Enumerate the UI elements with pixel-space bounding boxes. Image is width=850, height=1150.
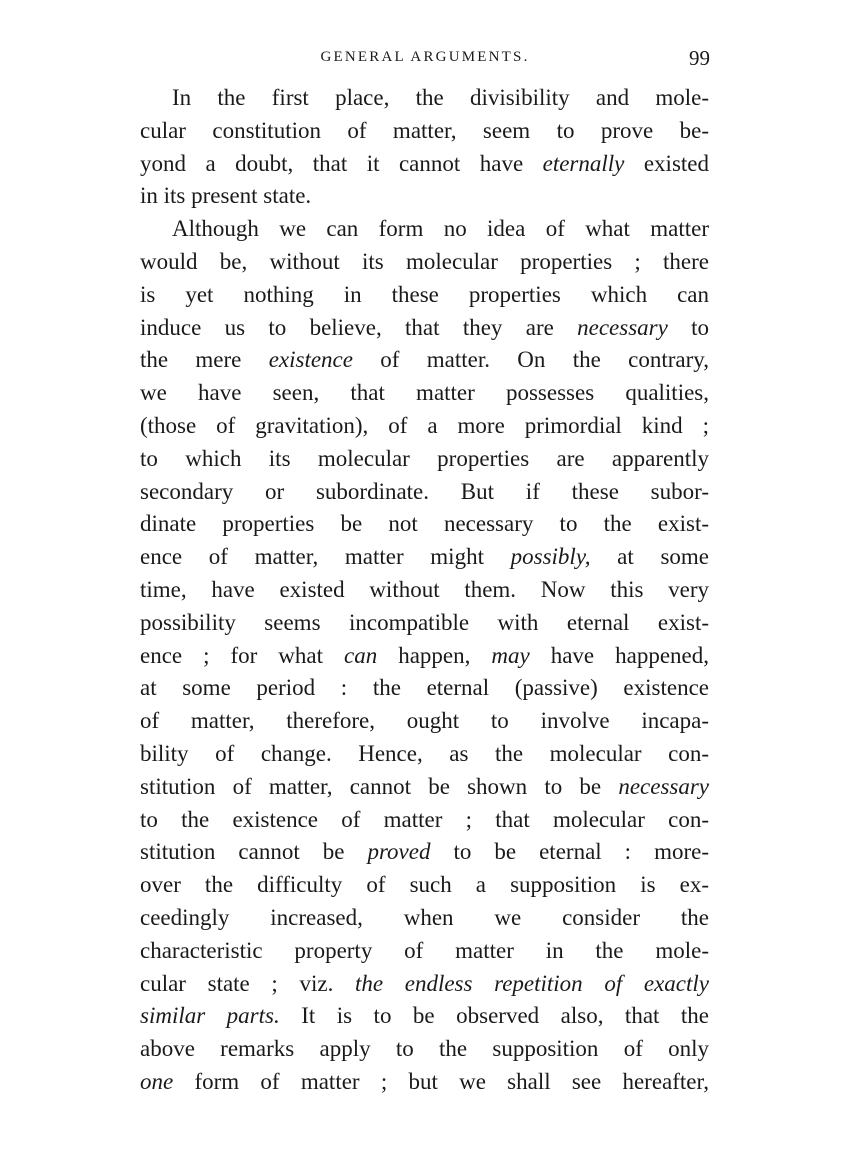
- text-segment: form of matter ; but we shall see hereafter,: [173, 1068, 709, 1094]
- text-segment: cular constitution of matter, seem to prove be-: [140, 117, 709, 143]
- running-head-title: GENERAL ARGUMENTS.: [320, 49, 530, 65]
- italic-text: possibly,: [510, 544, 591, 570]
- text-line: [140, 312, 709, 345]
- text-segment: of matter, therefore, ought to involve incapa-: [140, 708, 709, 734]
- text-segment: ence of matter, matter might: [140, 544, 511, 570]
- text-line: [140, 279, 709, 312]
- text-line: [140, 476, 709, 509]
- text-segment: ceedingly increased, when we consider the: [140, 904, 709, 930]
- text-segment: Although we can form no idea of what matter: [172, 216, 709, 242]
- text-segment: at some period : the eternal (passive) existence: [140, 675, 709, 701]
- text-segment: stitution of matter, cannot be shown to be: [140, 773, 619, 799]
- text-segment: induce us to believe, that they are: [140, 314, 578, 340]
- text-segment: secondary or subordinate. But if these subor-: [140, 478, 709, 504]
- italic-text: the endless repetition of exactly: [354, 970, 709, 996]
- text-line: [140, 869, 709, 902]
- text-line: [140, 607, 709, 640]
- text-line: [140, 1000, 709, 1033]
- text-segment: the mere: [140, 347, 269, 373]
- text-line: [140, 443, 709, 476]
- italic-text: existence: [268, 347, 353, 373]
- text-line: [140, 968, 709, 1001]
- text-segment: It is to be observed also, that the: [279, 1003, 709, 1029]
- text-segment: have happened,: [529, 642, 709, 668]
- text-segment: we have seen, that matter possesses qualities,: [140, 380, 709, 406]
- text-line: [140, 574, 709, 607]
- text-segment: over the difficulty of such a supposition is ex-: [140, 872, 709, 898]
- text-segment: happen,: [377, 642, 492, 668]
- italic-text: eternally: [542, 150, 625, 176]
- text-line: [140, 82, 709, 115]
- text-segment: stitution cannot be: [140, 839, 368, 865]
- text-segment: dinate properties be not necessary to the exist-: [140, 511, 709, 537]
- italic-text: can: [344, 642, 378, 668]
- text-segment: to: [667, 314, 710, 340]
- text-line: [140, 180, 709, 213]
- body-text: [140, 82, 709, 1099]
- italic-text: necessary: [618, 773, 709, 799]
- text-line: [140, 541, 709, 574]
- text-line: [140, 148, 709, 181]
- text-line: [140, 410, 709, 443]
- text-line: [140, 705, 709, 738]
- text-segment: to the existence of matter ; that molecular con-: [140, 806, 709, 832]
- text-segment: possibility seems incompatible with eternal exist-: [140, 609, 709, 635]
- text-segment: existed: [624, 150, 709, 176]
- text-line: [140, 213, 709, 246]
- text-segment: above remarks apply to the supposition of only: [140, 1036, 709, 1062]
- text-line: [140, 344, 709, 377]
- text-segment: to which its molecular properties are apparently: [140, 445, 709, 471]
- text-segment: ence ; for what: [140, 642, 345, 668]
- text-segment: at some: [590, 544, 710, 570]
- text-segment: in its present state.: [140, 183, 312, 209]
- italic-text: one: [140, 1068, 174, 1094]
- italic-text: similar parts.: [140, 1003, 280, 1029]
- text-line: [140, 672, 709, 705]
- text-segment: yond a doubt, that it cannot have: [140, 150, 543, 176]
- text-line: [140, 738, 709, 771]
- text-segment: would be, without its molecular properties ; there: [140, 248, 709, 274]
- text-line: [140, 377, 709, 410]
- text-line: [140, 935, 709, 968]
- text-line: [140, 836, 709, 869]
- text-segment: of matter. On the contrary,: [352, 347, 709, 373]
- text-line: [140, 640, 709, 673]
- text-segment: bility of change. Hence, as the molecular con-: [140, 740, 709, 766]
- page-number: 99: [689, 46, 710, 70]
- text-segment: (those of gravitation), of a more primordial kind ;: [140, 412, 709, 438]
- text-line: [140, 508, 709, 541]
- text-segment: is yet nothing in these properties which can: [140, 281, 709, 307]
- text-segment: to be eternal : more-: [430, 839, 709, 865]
- text-line: [140, 246, 709, 279]
- text-segment: In the first place, the divisibility and mole-: [172, 85, 709, 110]
- text-line: [140, 771, 709, 804]
- text-line: [140, 1033, 709, 1066]
- text-line: [140, 1066, 709, 1099]
- text-segment: characteristic property of matter in the mole-: [140, 937, 709, 963]
- italic-text: may: [491, 642, 530, 668]
- text-segment: cular state ; viz.: [140, 970, 355, 996]
- italic-text: proved: [367, 839, 431, 865]
- running-head: [140, 46, 710, 72]
- text-segment: time, have existed without them. Now this very: [140, 576, 709, 602]
- text-line: [140, 902, 709, 935]
- text-line: [140, 115, 709, 148]
- italic-text: necessary: [577, 314, 668, 340]
- text-line: [140, 804, 709, 837]
